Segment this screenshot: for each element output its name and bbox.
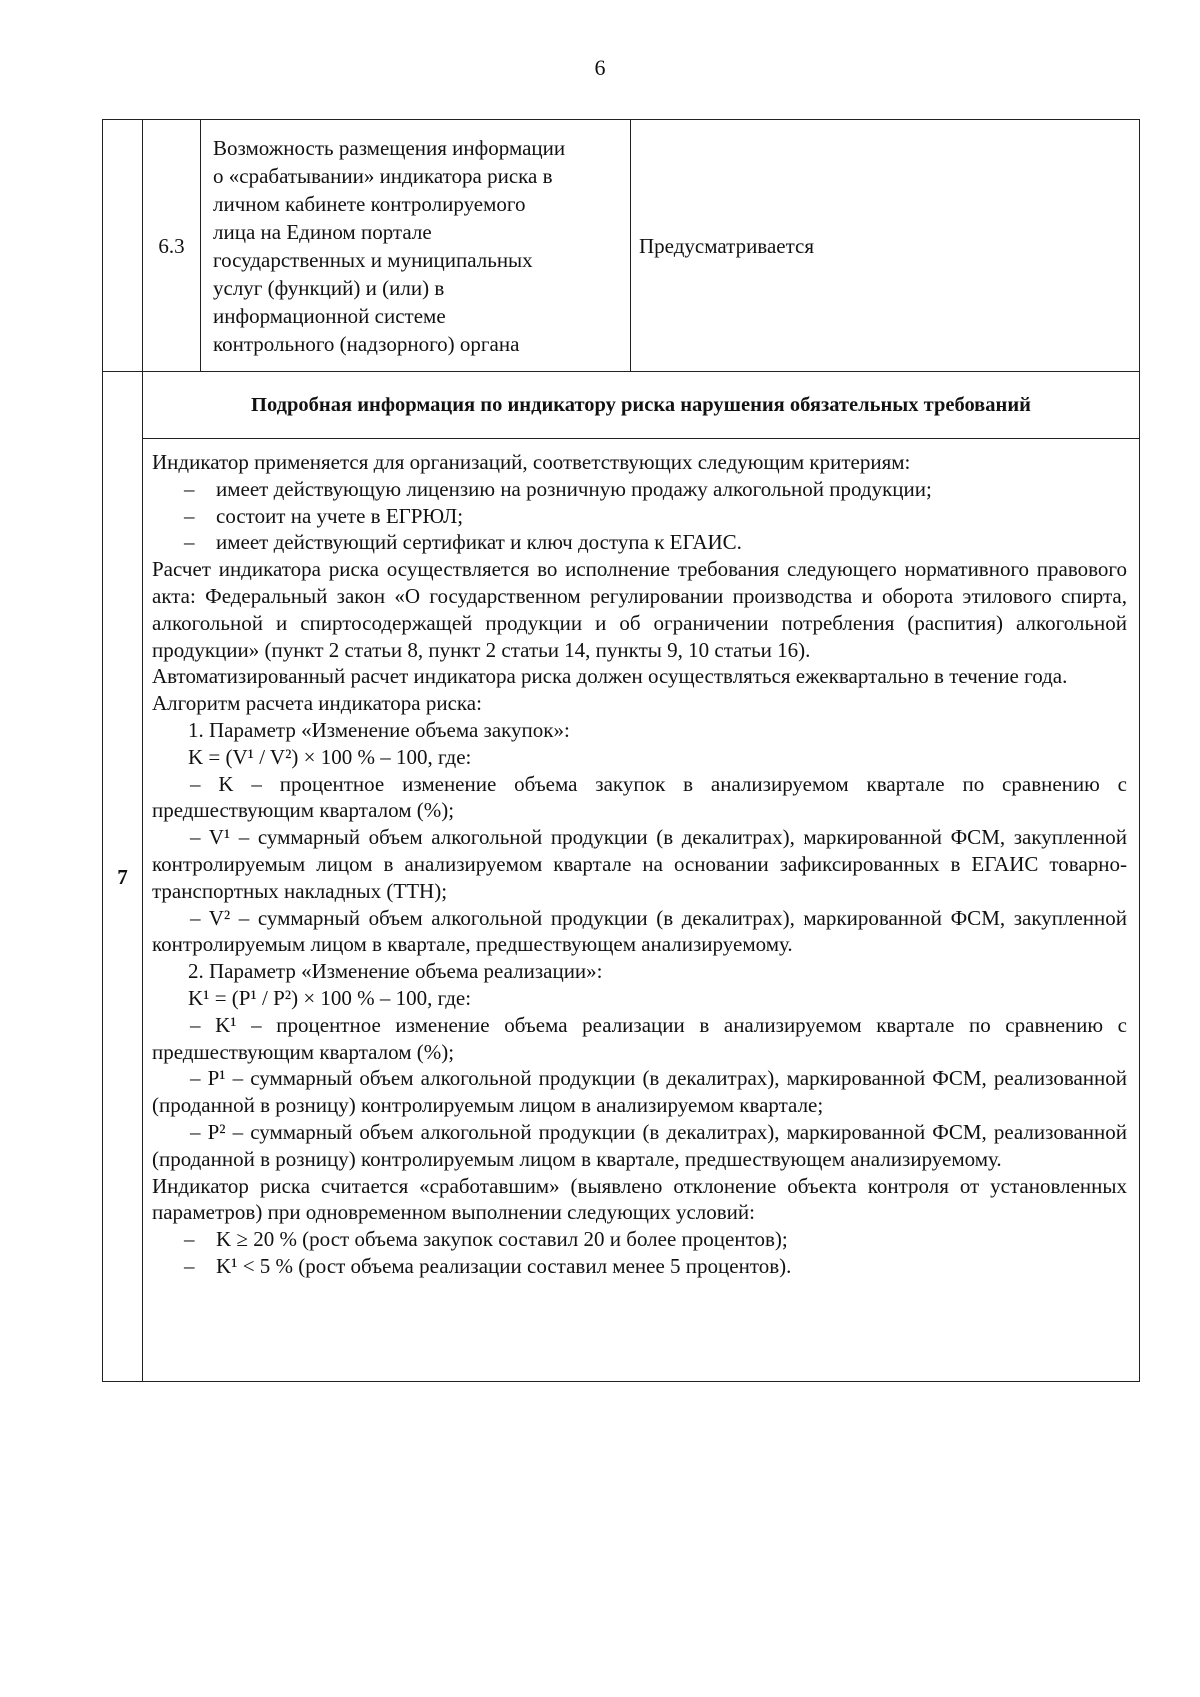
criterion-description bbox=[201, 120, 631, 372]
param2-title: 2. Параметр «Изменение объема реализации»: bbox=[188, 959, 603, 984]
table-row-6-3 bbox=[103, 120, 1140, 372]
description-line: лица на Едином портале bbox=[213, 220, 432, 244]
param1-formula: K = (V¹ / V²) × 100 % – 100, где: bbox=[188, 744, 472, 769]
description-line: государственных и муниципальных bbox=[213, 248, 533, 272]
description-line: контрольного (надзорного) органа bbox=[213, 332, 520, 356]
indicator-table bbox=[102, 119, 1140, 1382]
list-item: – состоит на учете в ЕГРЮЛ; bbox=[184, 503, 464, 528]
table-row-7-body bbox=[103, 439, 1140, 1382]
description-line: о «срабатывании» индикатора риска в bbox=[213, 164, 553, 188]
param2-formula: K¹ = (P¹ / P²) × 100 % – 100, где: bbox=[188, 985, 472, 1010]
description-line: личном кабинете контролируемого bbox=[213, 192, 526, 216]
row-number: 7 bbox=[103, 372, 143, 1382]
auto-calc-text: Автоматизированный расчет индикатора риска должен осуществляться ежеквартально в течение года. bbox=[152, 664, 1068, 689]
table-row-7-heading bbox=[103, 372, 1140, 439]
list-item: – K ≥ 20 % (рост объема закупок составил 20 и более процентов); bbox=[184, 1227, 788, 1252]
intro-text: Индикатор применяется для организаций, соответствующих следующим критериям: bbox=[152, 450, 911, 474]
description-line: информационной системе bbox=[213, 304, 446, 328]
list-item: – P² – суммарный объем алкогольной продукции (в декалитрах), маркированной ФСМ, реализованной (проданной в розницу) контролируемым лицом в квартале, предшествующем анализируемому. bbox=[152, 1119, 1128, 1171]
list-item: – K¹ < 5 % (рост объема реализации составил менее 5 процентов). bbox=[184, 1253, 792, 1278]
trigger-text: Индикатор риска считается «сработавшим» (выявлено отклонение объекта контроля от установленных параметров) при одновременном выполнении следующих условий: bbox=[152, 1173, 1127, 1225]
param1-title: 1. Параметр «Изменение объема закупок»: bbox=[188, 717, 570, 742]
list-item: – имеет действующую лицензию на розничную продажу алкогольной продукции; bbox=[184, 476, 932, 501]
description-line: услуг (функций) и (или) в bbox=[213, 276, 445, 300]
criteria-list bbox=[152, 476, 1127, 556]
section-heading: Подробная информация по индикатору риска нарушения обязательных требований bbox=[143, 372, 1140, 439]
page-number: 6 bbox=[594, 55, 606, 80]
list-item: – V¹ – суммарный объем алкогольной продукции (в декалитрах), маркированной ФСМ, закупленной контролируемым лицом в анализируемом квартале на основании зафиксированных в ЕГАИС товарно-транспортных накладных (ТТН); bbox=[152, 825, 1127, 903]
list-item: – K¹ – процентное изменение объема реализации в анализируемом квартале по сравнению с предшествующим кварталом (%); bbox=[152, 1012, 1127, 1064]
criterion-value: Предусматривается bbox=[631, 120, 1140, 372]
description-line: Возможность размещения информации bbox=[213, 136, 566, 160]
subrow-number: 6.3 bbox=[143, 120, 201, 372]
list-item: – имеет действующий сертификат и ключ доступа к ЕГАИС. bbox=[184, 530, 742, 555]
row-number-cell-empty bbox=[103, 120, 143, 372]
list-item: – P¹ – суммарный объем алкогольной продукции (в декалитрах), маркированной ФСМ, реализованной (проданной в розницу) контролируемым лицом в анализируемом квартале; bbox=[152, 1066, 1128, 1118]
conditions-list bbox=[152, 1226, 1127, 1280]
list-item: – V² – суммарный объем алкогольной продукции (в декалитрах), маркированной ФСМ, закупленной контролируемым лицом в квартале, предшествующем анализируемому. bbox=[152, 905, 1127, 957]
list-item: – K – процентное изменение объема закупок в анализируемом квартале по сравнению с предшествующим кварталом (%); bbox=[152, 771, 1128, 823]
legal-basis-text: Расчет индикатора риска осуществляется во исполнение требования следующего нормативного правового акта: Федеральный закон «О государственном регулировании производства и оборота этилового спирта, алкогольной и спиртосодержащей продукции и об ограничении потребления (распития) алкогольной продукции» (пункт 2 статьи 8, пункт 2 статьи 14, пункты 9, 10 статьи 16). bbox=[152, 557, 1127, 662]
indicator-details bbox=[143, 439, 1140, 1382]
algorithm-title: Алгоритм расчета индикатора риска: bbox=[152, 691, 482, 716]
